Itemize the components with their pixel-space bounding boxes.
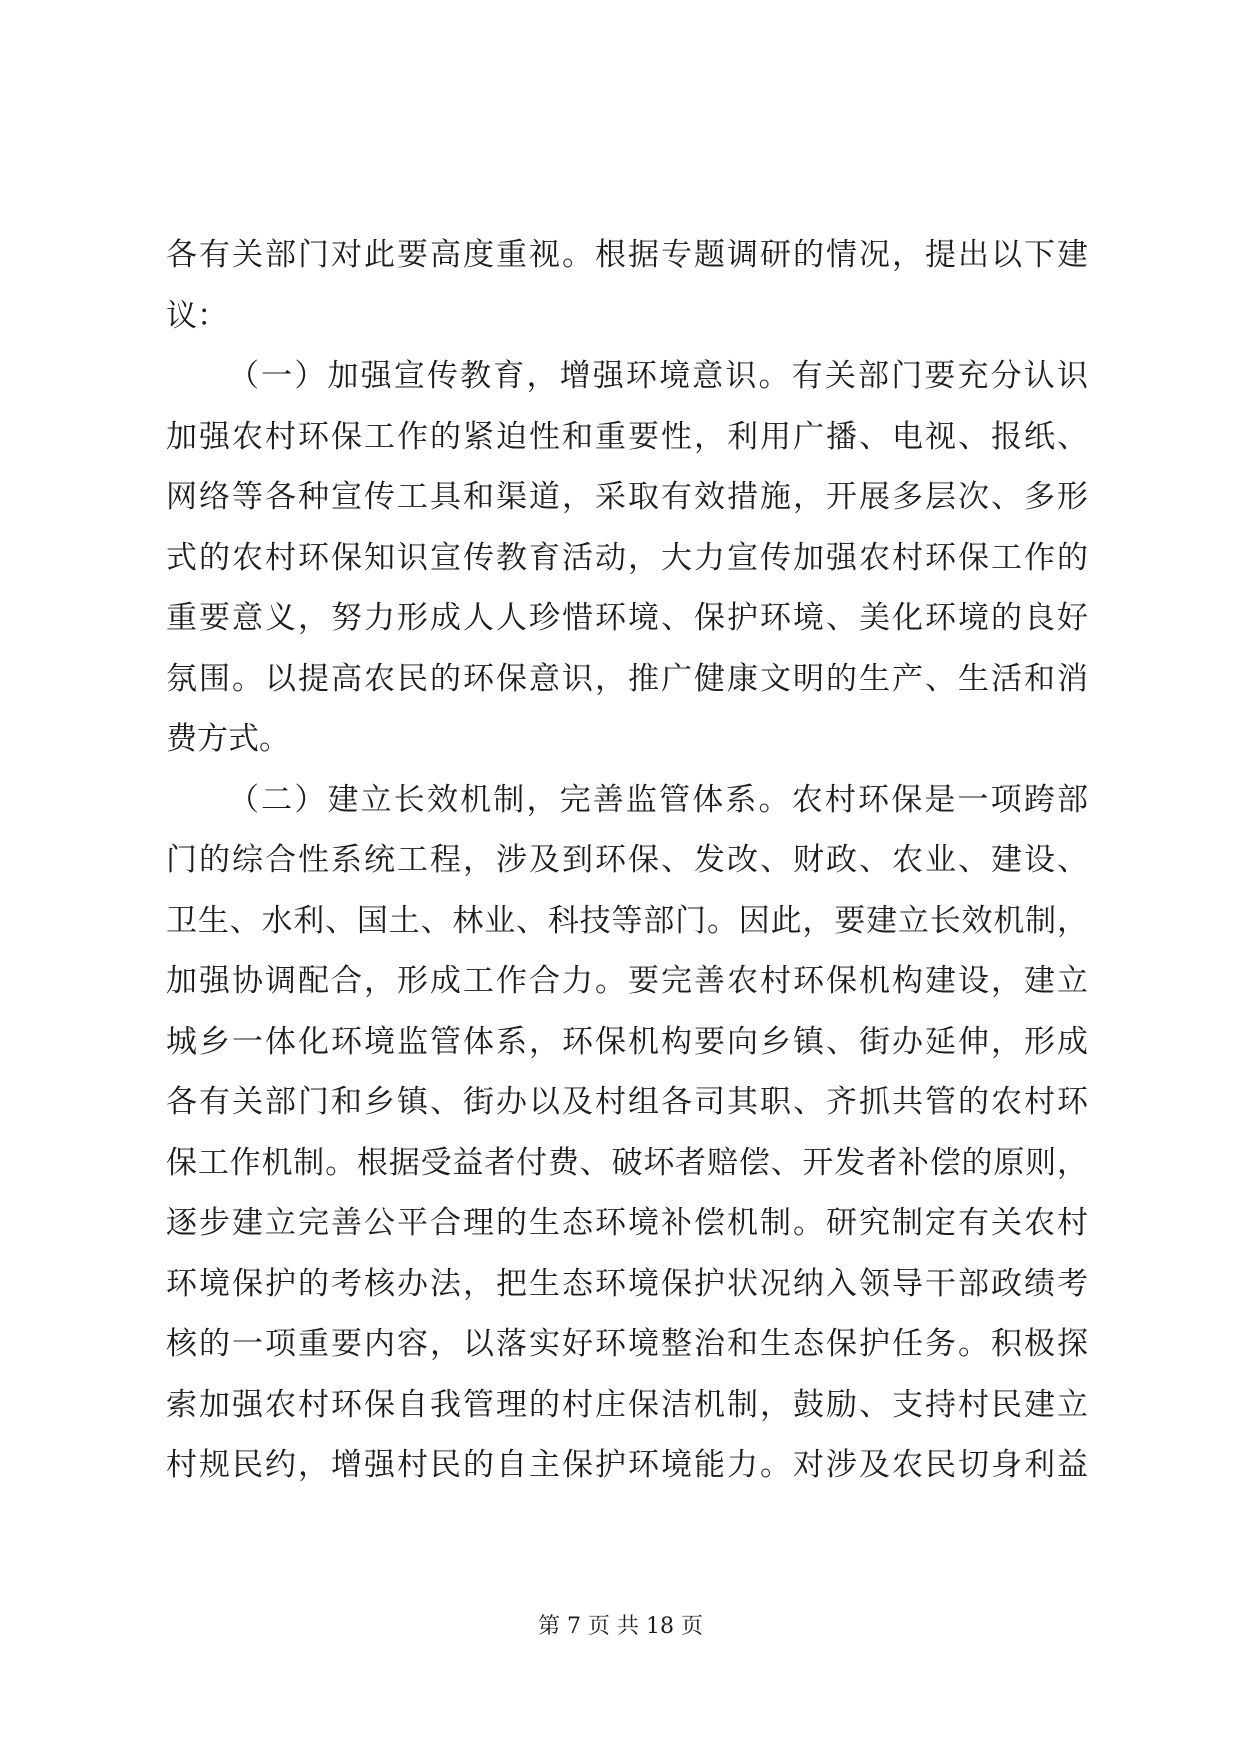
- text-line: 保工作机制。根据受益者付费、破坏者赔偿、开发者补偿的原则，: [166, 1144, 1088, 1181]
- text-line: 重要意义，努力形成人人珍惜环境、保护环境、美化环境的良好: [166, 600, 1088, 636]
- text-line: 卫生、水利、国土、林业、科技等部门。因此，要建立长效机制，: [166, 902, 1088, 939]
- page-footer: 第 7 页 共 18 页: [538, 1614, 703, 1639]
- text-line: 加强农村环保工作的紧迫性和重要性，利用广播、电视、报纸、: [166, 418, 1088, 455]
- body-text: [166, 225, 1088, 1496]
- text-line: 门的综合性系统工程，涉及到环保、发改、财政、农业、建设、: [166, 842, 1088, 878]
- text-line: 村规民约，增强村民的自主保护环境能力。对涉及农民切身利益: [166, 1447, 1088, 1483]
- text-line: 费方式。: [166, 721, 290, 757]
- text-line: 环境保护的考核办法，把生态环境保护状况纳入领导干部政绩考: [166, 1265, 1088, 1302]
- text-line: 议：: [166, 297, 228, 334]
- text-line: 式的农村环保知识宣传教育活动，大力宣传加强农村环保工作的: [166, 539, 1088, 576]
- text-line: 加强协调配合，形成工作合力。要完善农村环保机构建设，建立: [166, 963, 1088, 999]
- text-line: 氛围。以提高农民的环保意识，推广健康文明的生产、生活和消: [166, 660, 1088, 697]
- text-line: 各有关部门和乡镇、街办以及村组各司其职、齐抓共管的农村环: [166, 1084, 1088, 1120]
- text-line: 城乡一体化环境监管体系，环保机构要向乡镇、街办延伸，形成: [166, 1023, 1088, 1060]
- text-line: 网络等各种宣传工具和渠道，采取有效措施，开展多层次、多形: [166, 479, 1088, 515]
- text-line: 核的一项重要内容，以落实好环境整治和生态保护任务。积极探: [166, 1326, 1088, 1362]
- text-line: （一）加强宣传教育，增强环境意识。有关部门要充分认识: [228, 358, 1088, 394]
- text-line: 索加强农村环保自我管理的村庄保洁机制，鼓励、支持村民建立: [166, 1386, 1088, 1423]
- text-line: 逐步建立完善公平合理的生态环境补偿机制。研究制定有关农村: [166, 1205, 1088, 1241]
- text-line: 各有关部门对此要高度重视。根据专题调研的情况，提出以下建: [166, 237, 1088, 273]
- text-line: （二）建立长效机制，完善监管体系。农村环保是一项跨部: [228, 781, 1088, 818]
